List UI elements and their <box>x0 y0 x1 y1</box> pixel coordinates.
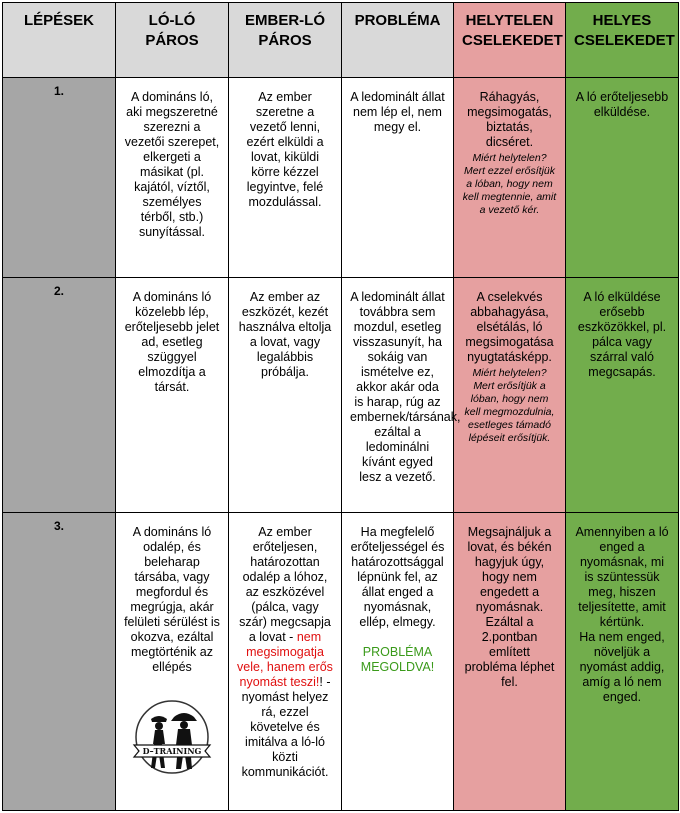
header-problem: PROBLÉMA <box>342 3 454 78</box>
horse-pair-cell: A domináns ló, aki megszeretné szerezni a vezetői szerepet, elkergeti a másikat (pl. kajától, víztől, személyes térből, stb.) sunyítással. <box>116 78 229 278</box>
logo-text: D–TRAINING <box>142 746 202 756</box>
header-horse-pair: LÓ-LÓ PÁROS <box>116 3 229 78</box>
wrong-action-cell <box>454 78 566 278</box>
wrong-action-cell <box>454 278 566 513</box>
right-action-cell <box>566 513 679 811</box>
step-number: 3. <box>3 513 116 811</box>
header-human-horse-pair: EMBER-LÓ PÁROS <box>229 3 342 78</box>
step-number: 1. <box>3 78 116 278</box>
header-wrong-action: HELYTELEN CSELEKEDET <box>454 3 566 78</box>
step-number: 2. <box>3 278 116 513</box>
right-action-text-b: Ha nem enged, növeljük a nyomást addig, amíg a ló nem enged. <box>579 630 665 704</box>
right-action-text-a: Amennyiben a ló enged a nyomásnak, mi is szüntessük meg, hiszen teljesítette, amit kértünk. <box>575 525 669 629</box>
header-right-action: HELYES CSELEKEDET <box>566 3 679 78</box>
human-text-before: Az ember erőteljesen, határozottan odalép a lóhoz, az eszközével (pálca, vagy szár) megcsapja a lovat - <box>239 525 331 644</box>
cowboy-couple-logo <box>124 693 220 785</box>
table-row <box>3 513 679 811</box>
table-row <box>3 278 679 513</box>
problem-cell: A ledominált állat továbbra sem mozdul, esetleg visszasunyít, ha sokáig van ismételve ez, akkor akár oda is harap, rúg az embernek/társának, ezáltal a ledominálni kívánt egyed lesz a vezető. <box>342 278 454 513</box>
horse-pair-cell <box>116 513 229 811</box>
right-action-cell: A ló erőteljesebb elküldése. <box>566 78 679 278</box>
wrong-action-text: A cselekvés abbahagyása, elsétálás, ló megsimogatása nyugtatásképp. <box>465 290 554 364</box>
wrong-action-cell: Megsajnáljuk a lovat, és békén hagyjuk úgy, hogy nem engedett a nyomásnak. Ezáltal a 2.pontban említett probléma léphet fel. <box>454 513 566 811</box>
wrong-action-reason: Miért helytelen? Mert erősítjük a lóban, hogy nem kell megmozdulnia, esetleges támadó lépéseit erősítjük. <box>464 367 555 444</box>
horse-pair-text: A domináns ló odalép, és beleharap társába, vagy megfordul és megrúgja, akár felületi sérülést is okozva, ezáltal megtörténik az ellépés <box>124 525 220 674</box>
problem-cell: A ledominált állat nem lép el, nem megy el. <box>342 78 454 278</box>
right-action-cell: A ló elküldése erősebb eszközökkel, pl. pálca vagy szárral való megcsapás. <box>566 278 679 513</box>
horse-pair-cell: A domináns ló közelebb lép, erőteljesebb jelet ad, esetleg szüggyel elmozdítja a társát. <box>116 278 229 513</box>
header-steps: LÉPÉSEK <box>3 3 116 78</box>
human-horse-pair-cell: Az ember szeretne a vezető lenni, ezért elküldi a lovat, kiküldi körre kézzel legyintve, felé mozdulással. <box>229 78 342 278</box>
table-row <box>3 78 679 278</box>
problem-cell <box>342 513 454 811</box>
problem-solved-label: PROBLÉMA MEGOLDVA! <box>360 645 435 674</box>
header-row <box>3 3 679 78</box>
human-text-after: ! - nyomást helyez rá, ezzel követelve és imitálva a ló-ló közti kommunikációt. <box>241 675 331 779</box>
human-text-emphasis: nem megsimogatja vele, hanem erős nyomást teszi! <box>237 630 333 689</box>
problem-text: Ha megfelelő erőteljességel és határozottsággal lépnünk fel, az állat enged a nyomásnak, ellép, elmegy. <box>350 525 445 629</box>
horse-training-table <box>2 2 679 811</box>
wrong-action-text: Ráhagyás, megsimogatás, biztatás, dicséret. <box>467 90 552 149</box>
human-horse-pair-cell <box>229 513 342 811</box>
wrong-action-reason: Miért helytelen? Mert ezzel erősítjük a lóban, hogy nem kell megtennie, amit a vezető kér. <box>462 152 557 216</box>
human-horse-pair-cell: Az ember az eszközét, kezét használva eltolja a lovat, vagy legalábbis próbálja. <box>229 278 342 513</box>
